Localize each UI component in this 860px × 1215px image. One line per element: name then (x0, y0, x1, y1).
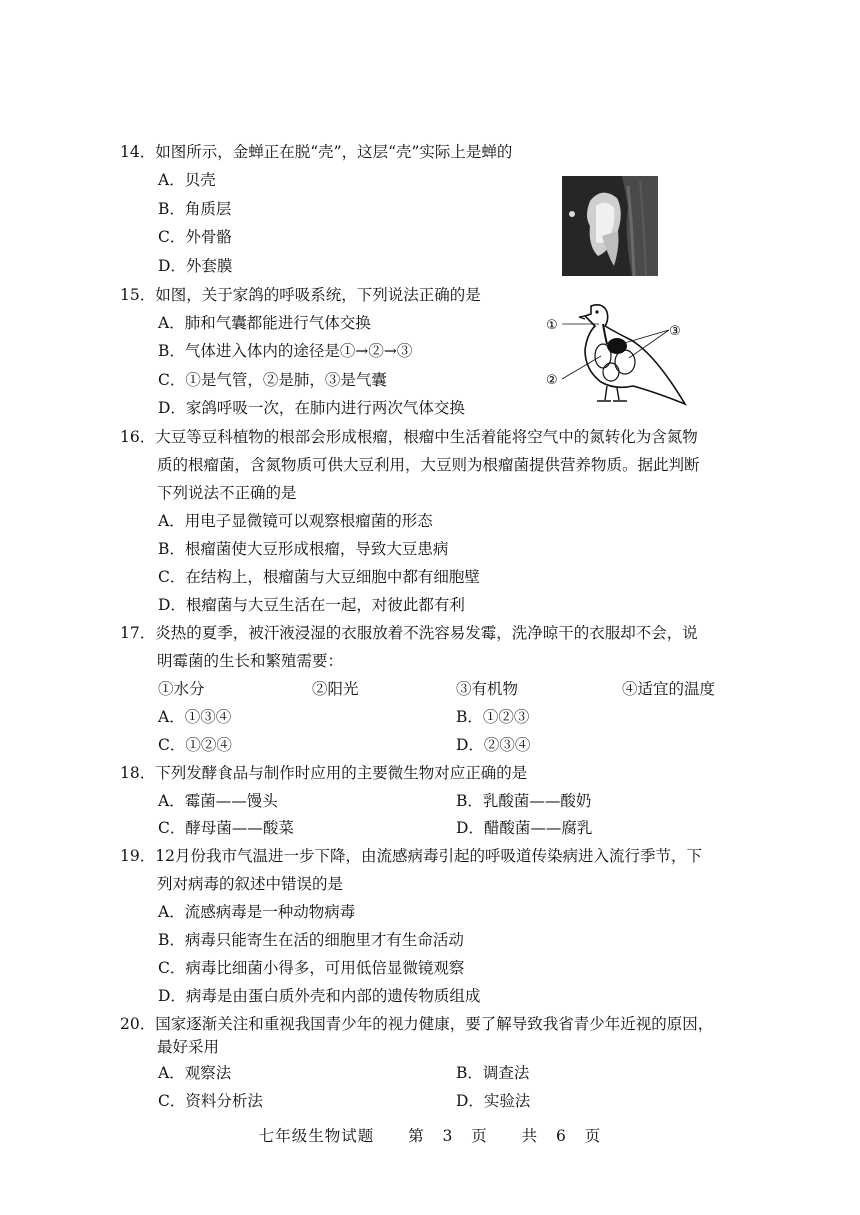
q18-option-c: C．酵母菌——酸菜 (158, 819, 294, 837)
q19-option-d: D．病毒是由蛋白质外壳和内部的遗传物质组成 (158, 987, 481, 1005)
q14-option-b: B．角质层 (158, 200, 232, 218)
q16-option-a: A．用电子显微镜可以观察根瘤菌的形态 (158, 512, 433, 530)
footer-page-prefix: 第 (408, 1127, 425, 1145)
footer-total-number: 6 (556, 1127, 567, 1145)
q18-option-a: A．霉菌——馒头 (158, 792, 278, 810)
cicada-molting-photo (562, 176, 658, 276)
footer-subject: 七年级生物试题 (258, 1127, 375, 1145)
q18-stem: 18．下列发酵食品与制作时应用的主要微生物对应正确的是 (120, 764, 528, 782)
q16-option-c: C．在结构上，根瘤菌与大豆细胞中都有细胞壁 (158, 568, 480, 586)
q17-item-3: ③有机物 (456, 680, 519, 698)
q15-stem: 15．如图，关于家鸽的呼吸系统，下列说法正确的是 (120, 286, 481, 304)
q19-option-a: A．流感病毒是一种动物病毒 (158, 903, 356, 921)
figure-label-2: ② (546, 373, 558, 388)
q20-option-c: C．资料分析法 (158, 1092, 263, 1110)
q19-stem-line1: 19．12月份我市气温进一步下降，由流感病毒引起的呼吸道传染病进入流行季节，下 (120, 847, 702, 865)
q15-option-d: D．家鸽呼吸一次，在肺内进行两次气体交换 (158, 399, 465, 417)
footer-total-unit: 页 (584, 1127, 602, 1145)
q20-option-a: A．观察法 (158, 1064, 232, 1082)
q16-option-b: B．根瘤菌使大豆形成根瘤，导致大豆患病 (158, 540, 449, 558)
q14-stem: 14．如图所示，金蝉正在脱“壳”，这层“壳”实际上是蝉的 (120, 143, 513, 161)
q17-stem-line2: 明霉菌的生长和繁殖需要： (157, 652, 344, 670)
q20-stem-line1: 20．国家逐渐关注和重视我国青少年的视力健康，要了解导致我省青少年近视的原因， (120, 1015, 714, 1033)
figure-label-1: ① (546, 318, 558, 333)
q15-option-a: A．肺和气囊都能进行气体交换 (158, 314, 371, 332)
q17-stem-line1: 17．炎热的夏季，被汗液浸湿的衣服放着不洗容易发霉，洗净晾干的衣服却不会，说 (120, 624, 698, 642)
q15-option-b: B．气体进入体内的途径是①→②→③ (158, 342, 413, 360)
q18-option-d: D．醋酸菌——腐乳 (456, 819, 593, 837)
q16-stem-line2: 质的根瘤菌，含氮物质可供大豆利用，大豆则为根瘤菌提供营养物质。据此判断 (157, 456, 700, 474)
pigeon-respiratory-diagram (545, 300, 695, 412)
q18-option-b: B．乳酸菌——酸奶 (456, 792, 592, 810)
figure-label-3: ③ (669, 324, 681, 339)
q19-option-b: B．病毒只能寄生在活的细胞里才有生命活动 (158, 931, 464, 949)
q14-option-a: A．贝壳 (158, 171, 216, 189)
q14-option-c: C．外骨骼 (158, 228, 232, 246)
q16-stem-line3: 下列说法不正确的是 (157, 484, 297, 502)
q15-option-c: C．①是气管，②是肺，③是气囊 (158, 371, 387, 389)
q16-stem-line1: 16．大豆等豆科植物的根部会形成根瘤，根瘤中生活着能将空气中的氮转化为含氮物 (120, 428, 698, 446)
q16-option-d: D．根瘤菌与大豆生活在一起，对彼此都有利 (158, 596, 465, 614)
page-footer (0, 1125, 860, 1147)
q17-option-c: C．①②④ (158, 736, 232, 754)
q17-item-4: ④适宜的温度 (622, 680, 716, 698)
q17-item-2: ②阳光 (312, 680, 359, 698)
q19-option-c: C．病毒比细菌小得多，可用低倍显微镜观察 (158, 959, 465, 977)
q20-option-d: D．实验法 (456, 1092, 531, 1110)
q19-stem-line2: 列对病毒的叙述中错误的是 (157, 875, 344, 893)
footer-total-prefix: 共 (521, 1127, 539, 1145)
q17-item-1: ①水分 (158, 680, 205, 698)
q20-stem-line2: 最好采用 (157, 1038, 220, 1056)
q14-option-d: D．外套膜 (158, 257, 233, 275)
q17-option-b: B．①②③ (456, 708, 530, 726)
q17-option-d: D．②③④ (456, 736, 531, 754)
q20-option-b: B．调查法 (456, 1064, 530, 1082)
q17-option-a: A．①③④ (158, 708, 232, 726)
footer-page-number: 3 (442, 1127, 454, 1145)
footer-page-unit: 页 (471, 1127, 488, 1145)
